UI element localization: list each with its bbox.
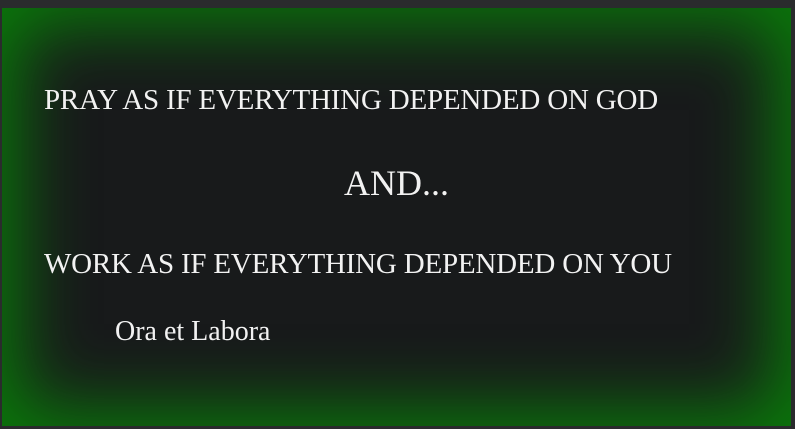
quote-card [2, 8, 791, 426]
quote-line-work: WORK AS IF EVERYTHING DEPENDED ON YOU [44, 248, 672, 280]
motto-text: Ora et Labora [115, 316, 271, 347]
quote-line-and: AND... [344, 163, 449, 203]
quote-line-pray: PRAY AS IF EVERYTHING DEPENDED ON GOD [44, 84, 658, 116]
